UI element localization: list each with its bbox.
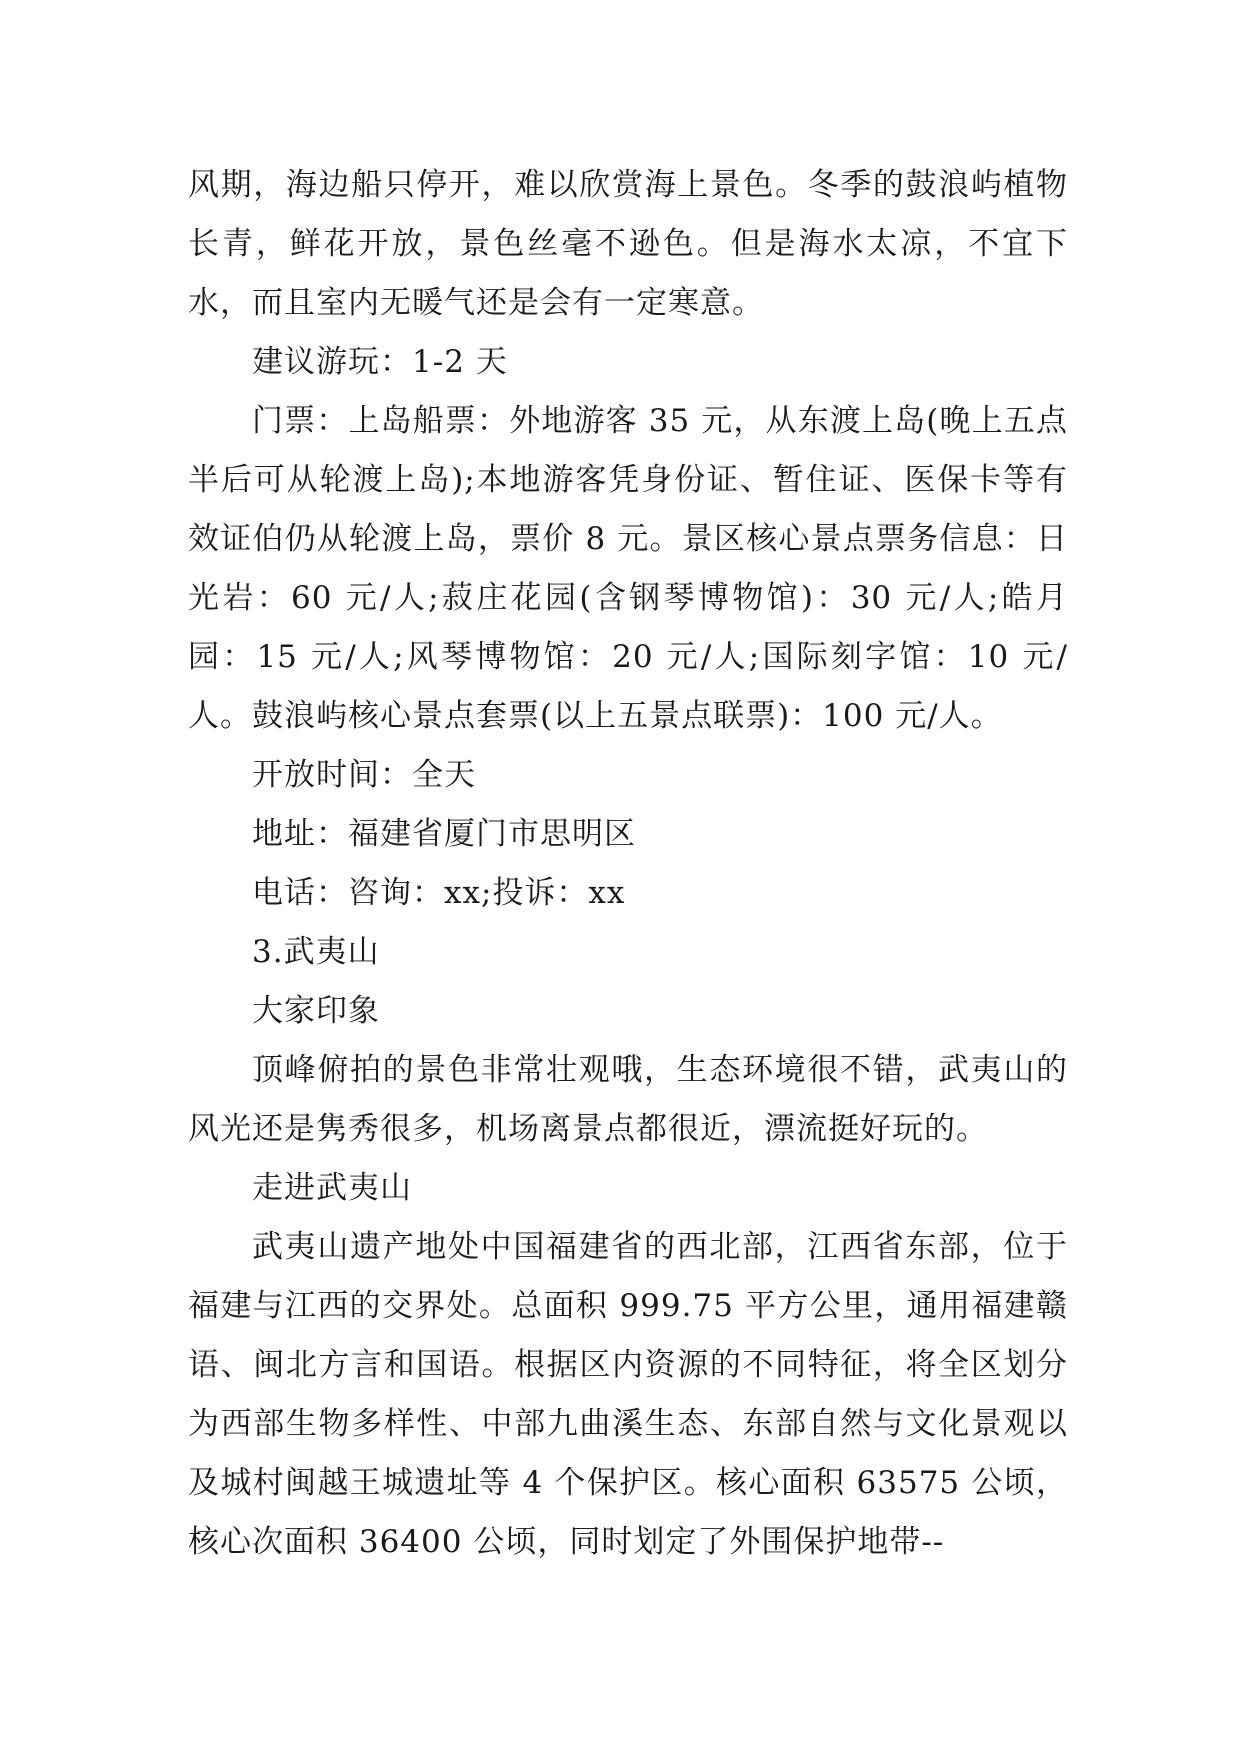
paragraph-opening-hours: 开放时间：全天 [252,757,476,793]
paragraph-address: 地址：福建省厦门市思明区 [252,816,636,852]
paragraph-continuation: 风期，海边船只停开，难以欣赏海上景色。冬季的鼓浪屿植物长青，鲜花开放，景色丝毫不逊色。但是海水太凉，不宜下水，而且室内无暖气还是会有一定寒意。 [188,167,1068,321]
paragraph-wuyishan-overview: 武夷山遗产地处中国福建省的西北部，江西省东部，位于福建与江西的交界处。总面积 999.75 平方公里，通用福建赣语、闽北方言和国语。根据区内资源的不同特征，将全区划分为西部生物多样性、中部九曲溪生态、东部自然与文化景观以及城村闽越王城遗址等 4 个保护区。核心面积 63575 公顷，核心次面积 36400 公顷，同时划定了外围保护地带-- [188,1229,1068,1560]
section-heading-wuyishan: 3.武夷山 [252,934,380,970]
subheading-enter-wuyishan: 走进武夷山 [252,1170,412,1206]
paragraph-phone: 电话：咨询：xx;投诉：xx [252,875,626,911]
paragraph-suggested-duration: 建议游玩：1-2 天 [252,344,508,380]
subheading-impressions: 大家印象 [252,993,380,1029]
document-page [188,156,1068,1572]
paragraph-impressions: 顶峰俯拍的景色非常壮观哦，生态环境很不错，武夷山的风光还是隽秀很多，机场离景点都很近，漂流挺好玩的。 [188,1052,1068,1147]
paragraph-tickets: 门票：上岛船票：外地游客 35 元，从东渡上岛(晚上五点半后可从轮渡上岛);本地游客凭身份证、暂住证、医保卡等有效证伯仍从轮渡上岛，票价 8 元。景区核心景点票务信息：日光岩：60 元/人;菽庄花园(含钢琴博物馆)：30 元/人;皓月园：15 元/人;风琴博物馆：20 元/人;国际刻字馆：10 元/人。鼓浪屿核心景点套票(以上五景点联票)：100 元/人。 [188,403,1068,734]
